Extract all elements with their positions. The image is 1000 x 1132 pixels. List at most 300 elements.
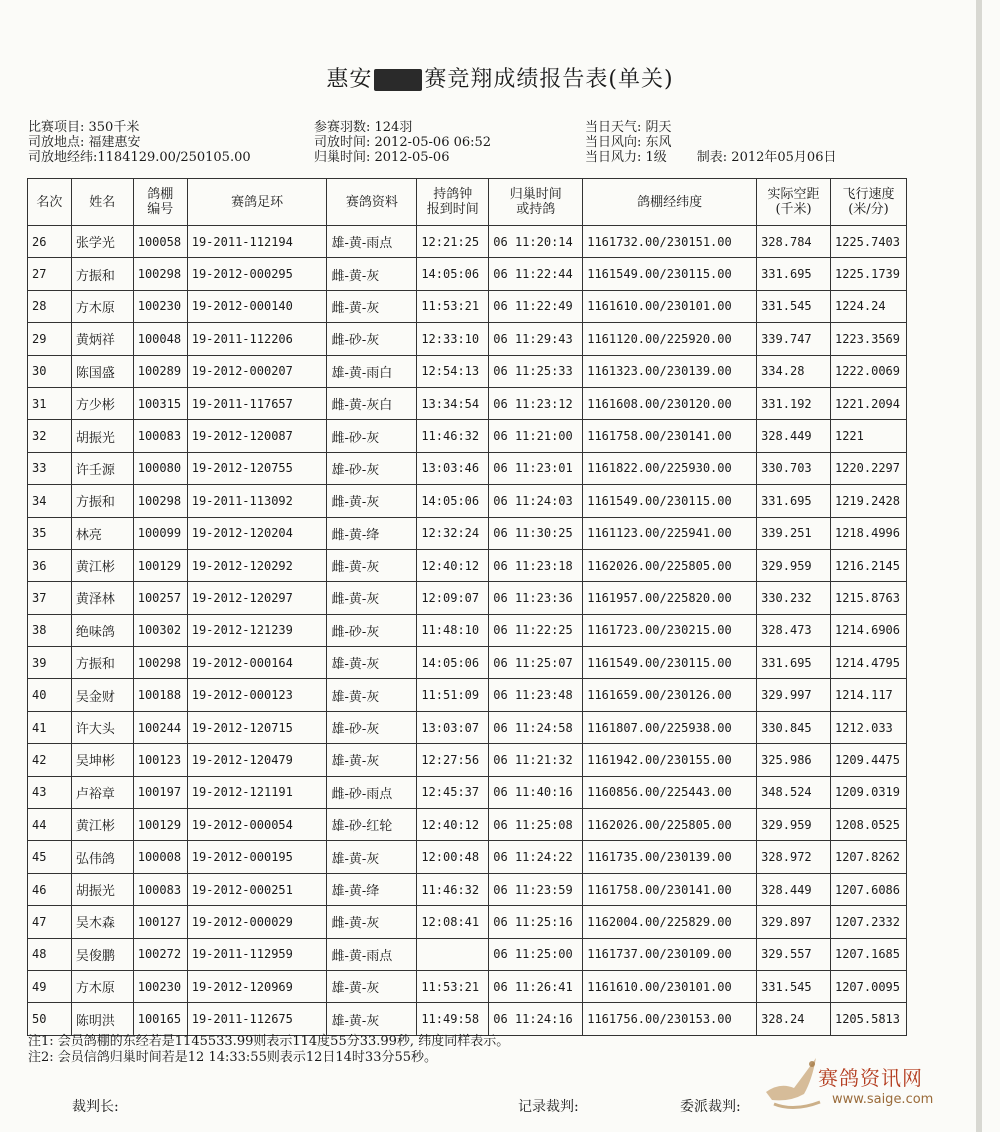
cell-loft-id: 100230 [133,290,187,322]
cell-speed: 1207.0095 [830,970,906,1002]
cell-arrival-time: 06 11:23:59 [489,873,583,905]
meta-middle [314,120,491,165]
cell-arrival-time: 06 11:25:08 [489,809,583,841]
cell-speed: 1224.24 [830,290,906,322]
header-name: 姓名 [71,179,133,226]
cell-ring-number: 19-2012-000140 [187,290,327,322]
cell-arrival-time: 06 11:20:14 [489,226,583,258]
cell-loft-id: 100083 [133,420,187,452]
cell-name: 许大头 [71,711,133,743]
cell-speed: 1225.7403 [830,226,906,258]
cell-loft-coords: 1162026.00/225805.00 [583,809,757,841]
cell-arrival-time: 06 11:25:07 [489,647,583,679]
cell-name: 张学光 [71,226,133,258]
cell-loft-coords: 1161737.00/230109.00 [583,938,757,970]
cell-loft-id: 100298 [133,647,187,679]
table-row [28,679,907,711]
table-row [28,873,907,905]
cell-speed: 1222.0069 [830,355,906,387]
cell-clock-time: 11:46:32 [417,873,489,905]
cell-arrival-time: 06 11:23:36 [489,582,583,614]
cell-name: 方振和 [71,647,133,679]
table-row [28,744,907,776]
cell-loft-coords: 1161610.00/230101.00 [583,970,757,1002]
cell-clock-time: 14:05:06 [417,485,489,517]
cell-clock-time: 11:49:58 [417,1003,489,1035]
cell-loft-id: 100058 [133,226,187,258]
cell-distance: 330.845 [757,711,831,743]
cell-ring-number: 19-2012-120715 [187,711,327,743]
cell-speed: 1214.6906 [830,614,906,646]
cell-ring-number: 19-2012-120204 [187,517,327,549]
header-ring-number: 赛鸽足环 [187,179,327,226]
cell-speed: 1207.2332 [830,906,906,938]
cell-distance: 329.997 [757,679,831,711]
cell-rank: 41 [28,711,72,743]
cell-arrival-time: 06 11:23:48 [489,679,583,711]
title-suffix: 赛竞翔成绩报告表(单关) [424,67,674,92]
cell-name: 陈国盛 [71,355,133,387]
cell-bird-info: 雄-砂-灰 [327,711,417,743]
table-row [28,776,907,808]
cell-bird-info: 雄-黄-灰 [327,679,417,711]
return-time: 归巢时间: 2012-05-06 [314,150,450,165]
header-loft-id: 鸽棚 编号 [133,179,187,226]
weather: 当日天气: 阴天 [585,120,672,135]
cell-ring-number: 19-2011-117657 [187,387,327,419]
cell-clock-time: 12:40:12 [417,549,489,581]
entries-count: 参赛羽数: 124羽 [314,120,413,135]
cell-loft-coords: 1161610.00/230101.00 [583,290,757,322]
cell-speed: 1221 [830,420,906,452]
cell-bird-info: 雄-黄-灰 [327,1003,417,1035]
cell-loft-coords: 1161323.00/230139.00 [583,355,757,387]
cell-speed: 1219.2428 [830,485,906,517]
cell-bird-info: 雌-黄-灰 [327,582,417,614]
page-edge [976,0,982,1132]
cell-arrival-time: 06 11:29:43 [489,323,583,355]
cell-loft-id: 100298 [133,485,187,517]
cell-bird-info: 雌-砂-雨点 [327,776,417,808]
cell-clock-time: 12:27:56 [417,744,489,776]
logo-brand: 赛鸽资讯网 [818,1066,923,1090]
chief-judge-label: 裁判长: [72,1099,119,1115]
table-row [28,841,907,873]
table-row [28,938,907,970]
table-row [28,809,907,841]
table-row [28,258,907,290]
cell-rank: 42 [28,744,72,776]
table-row [28,485,907,517]
cell-loft-id: 100127 [133,906,187,938]
cell-clock-time: 12:08:41 [417,906,489,938]
cell-bird-info: 雌-黄-绛 [327,517,417,549]
cell-distance: 331.695 [757,485,831,517]
release-place: 司放地点: 福建惠安 [28,135,141,150]
cell-loft-id: 100123 [133,744,187,776]
table-row [28,906,907,938]
recording-judge-label: 记录裁判: [518,1099,579,1115]
table-row [28,355,907,387]
cell-ring-number: 19-2012-121191 [187,776,327,808]
cell-loft-id: 100298 [133,258,187,290]
cell-loft-coords: 1161123.00/225941.00 [583,517,757,549]
cell-loft-coords: 1161807.00/225938.00 [583,711,757,743]
cell-arrival-time: 06 11:21:32 [489,744,583,776]
cell-arrival-time: 06 11:22:49 [489,290,583,322]
made-on-date: 制表: 2012年05月06日 [696,150,837,165]
cell-clock-time: 11:46:32 [417,420,489,452]
cell-loft-id: 100129 [133,549,187,581]
results-table [27,178,907,1036]
cell-rank: 35 [28,517,72,549]
cell-bird-info: 雌-黄-雨点 [327,938,417,970]
cell-bird-info: 雌-砂-灰 [327,420,417,452]
cell-loft-id: 100188 [133,679,187,711]
cell-name: 方少彬 [71,387,133,419]
cell-clock-time: 14:05:06 [417,647,489,679]
cell-arrival-time: 06 11:24:16 [489,1003,583,1035]
cell-loft-coords: 1161608.00/230120.00 [583,387,757,419]
cell-loft-coords: 1161957.00/225820.00 [583,582,757,614]
cell-arrival-time: 06 11:21:00 [489,420,583,452]
cell-clock-time: 11:53:21 [417,290,489,322]
table-row [28,387,907,419]
race-item: 比赛项目: 350千米 [28,120,140,135]
meta-right [585,120,836,165]
cell-arrival-time: 06 11:25:33 [489,355,583,387]
cell-loft-coords: 1161758.00/230141.00 [583,420,757,452]
cell-ring-number: 19-2012-000029 [187,906,327,938]
cell-bird-info: 雄-黄-灰 [327,744,417,776]
cell-bird-info: 雄-黄-灰 [327,841,417,873]
cell-name: 方振和 [71,258,133,290]
cell-rank: 49 [28,970,72,1002]
cell-speed: 1223.3569 [830,323,906,355]
cell-arrival-time: 06 11:24:22 [489,841,583,873]
cell-speed: 1214.117 [830,679,906,711]
note-2: 注2: 会员信鸽归巢时间若是12 14:33:55则表示12日14时33分55秒。 [28,1050,438,1065]
cell-name: 黄泽林 [71,582,133,614]
table-row [28,452,907,484]
table-row [28,517,907,549]
cell-bird-info: 雄-黄-雨点 [327,226,417,258]
cell-ring-number: 19-2012-000123 [187,679,327,711]
table-header-row [28,179,907,226]
cell-bird-info: 雌-黄-灰 [327,485,417,517]
cell-speed: 1205.5813 [830,1003,906,1035]
table-row [28,549,907,581]
cell-distance: 328.449 [757,420,831,452]
cell-ring-number: 19-2012-120292 [187,549,327,581]
table-row [28,711,907,743]
cell-bird-info: 雄-黄-绛 [327,873,417,905]
logo-url: www.saige.com [832,1092,934,1107]
cell-clock-time: 12:45:37 [417,776,489,808]
cell-ring-number: 19-2011-112194 [187,226,327,258]
cell-name: 弘伟鸽 [71,841,133,873]
cell-speed: 1216.2145 [830,549,906,581]
cell-distance: 328.24 [757,1003,831,1035]
cell-distance: 334.28 [757,355,831,387]
cell-name: 胡振光 [71,420,133,452]
cell-rank: 36 [28,549,72,581]
cell-name: 许壬源 [71,452,133,484]
cell-loft-coords: 1161942.00/230155.00 [583,744,757,776]
header-arrival-time: 归巢时间 或持鸽 [489,179,583,226]
cell-ring-number: 19-2012-000164 [187,647,327,679]
cell-arrival-time: 06 11:22:44 [489,258,583,290]
cell-clock-time: 13:34:54 [417,387,489,419]
cell-rank: 46 [28,873,72,905]
cell-rank: 32 [28,420,72,452]
cell-distance: 328.972 [757,841,831,873]
table-row [28,582,907,614]
wind-force-value: 当日风力: 1级 [585,150,667,165]
cell-rank: 30 [28,355,72,387]
cell-loft-id: 100099 [133,517,187,549]
cell-clock-time: 11:51:09 [417,679,489,711]
cell-loft-id: 100165 [133,1003,187,1035]
cell-loft-coords: 1161822.00/225930.00 [583,452,757,484]
cell-clock-time: 13:03:07 [417,711,489,743]
cell-rank: 40 [28,679,72,711]
cell-bird-info: 雌-砂-灰 [327,323,417,355]
cell-rank: 34 [28,485,72,517]
cell-clock-time: 11:48:10 [417,614,489,646]
table-row [28,226,907,258]
cell-loft-id: 100080 [133,452,187,484]
table-row [28,614,907,646]
cell-distance: 329.897 [757,906,831,938]
cell-bird-info: 雌-黄-灰 [327,258,417,290]
cell-clock-time: 13:03:46 [417,452,489,484]
release-coords: 司放地经纬:1184129.00/250105.00 [28,150,251,165]
cell-clock-time: 12:09:07 [417,582,489,614]
cell-distance: 331.695 [757,258,831,290]
cell-rank: 38 [28,614,72,646]
cell-speed: 1209.4475 [830,744,906,776]
cell-ring-number: 19-2012-120755 [187,452,327,484]
cell-arrival-time: 06 11:24:58 [489,711,583,743]
cell-loft-coords: 1162004.00/225829.00 [583,906,757,938]
cell-clock-time: 12:21:25 [417,226,489,258]
cell-name: 卢裕章 [71,776,133,808]
cell-arrival-time: 06 11:40:16 [489,776,583,808]
cell-arrival-time: 06 11:22:25 [489,614,583,646]
cell-loft-id: 100083 [133,873,187,905]
cell-ring-number: 19-2012-000207 [187,355,327,387]
cell-rank: 48 [28,938,72,970]
cell-speed: 1215.8763 [830,582,906,614]
cell-arrival-time: 06 11:25:00 [489,938,583,970]
table-row [28,290,907,322]
cell-speed: 1225.1739 [830,258,906,290]
cell-name: 黄江彬 [71,549,133,581]
cell-name: 方木原 [71,290,133,322]
table-row [28,1003,907,1035]
cell-ring-number: 19-2011-112959 [187,938,327,970]
note-1: 注1: 会员鸽棚的东经若是1145533.99则表示114度55分33.99秒, 纬度同样表示。 [28,1034,510,1049]
cell-arrival-time: 06 11:25:16 [489,906,583,938]
cell-loft-coords: 1161723.00/230215.00 [583,614,757,646]
cell-rank: 37 [28,582,72,614]
cell-arrival-time: 06 11:23:12 [489,387,583,419]
cell-ring-number: 19-2012-000195 [187,841,327,873]
cell-clock-time: 12:00:48 [417,841,489,873]
cell-distance: 328.784 [757,226,831,258]
header-speed: 飞行速度 (米/分) [830,179,906,226]
cell-speed: 1218.4996 [830,517,906,549]
cell-loft-coords: 1161549.00/230115.00 [583,485,757,517]
cell-distance: 330.703 [757,452,831,484]
cell-speed: 1212.033 [830,711,906,743]
redaction-mark [374,69,422,91]
cell-distance: 339.747 [757,323,831,355]
cell-rank: 45 [28,841,72,873]
cell-bird-info: 雌-砂-灰 [327,614,417,646]
table-body [28,226,907,1036]
cell-clock-time: 12:54:13 [417,355,489,387]
cell-loft-coords: 1160856.00/225443.00 [583,776,757,808]
meta-left [28,120,251,165]
cell-rank: 31 [28,387,72,419]
cell-ring-number: 19-2012-120297 [187,582,327,614]
cell-speed: 1220.2297 [830,452,906,484]
cell-ring-number: 19-2011-112675 [187,1003,327,1035]
cell-ring-number: 19-2012-121239 [187,614,327,646]
title-prefix: 惠安 [326,67,373,92]
cell-name: 方振和 [71,485,133,517]
header-distance: 实际空距 (千米) [757,179,831,226]
cell-name: 林亮 [71,517,133,549]
cell-rank: 44 [28,809,72,841]
cell-name: 绝味鸽 [71,614,133,646]
cell-distance: 328.473 [757,614,831,646]
table-row [28,323,907,355]
cell-name: 吴俊鹏 [71,938,133,970]
cell-speed: 1207.6086 [830,873,906,905]
cell-loft-coords: 1161758.00/230141.00 [583,873,757,905]
cell-name: 胡振光 [71,873,133,905]
cell-loft-coords: 1161732.00/230151.00 [583,226,757,258]
header-rank: 名次 [28,179,72,226]
cell-rank: 28 [28,290,72,322]
cell-loft-id: 100244 [133,711,187,743]
cell-bird-info: 雄-砂-灰 [327,452,417,484]
header-bird-info: 赛鸽资料 [327,179,417,226]
cell-loft-id: 100129 [133,809,187,841]
cell-rank: 39 [28,647,72,679]
cell-ring-number: 19-2012-000054 [187,809,327,841]
cell-speed: 1221.2094 [830,387,906,419]
cell-name: 黄江彬 [71,809,133,841]
cell-clock-time: 14:05:06 [417,258,489,290]
cell-rank: 26 [28,226,72,258]
cell-rank: 27 [28,258,72,290]
cell-name: 吴木森 [71,906,133,938]
cell-distance: 328.449 [757,873,831,905]
cell-speed: 1207.8262 [830,841,906,873]
cell-loft-id: 100048 [133,323,187,355]
report-title [0,62,1000,93]
cell-distance: 331.695 [757,647,831,679]
watermark-logo [760,1052,950,1122]
cell-loft-id: 100272 [133,938,187,970]
cell-distance: 329.557 [757,938,831,970]
cell-loft-coords: 1161549.00/230115.00 [583,647,757,679]
cell-distance: 348.524 [757,776,831,808]
cell-clock-time: 11:53:21 [417,970,489,1002]
cell-loft-coords: 1161659.00/230126.00 [583,679,757,711]
cell-arrival-time: 06 11:24:03 [489,485,583,517]
cell-rank: 47 [28,906,72,938]
cell-loft-id: 100289 [133,355,187,387]
cell-rank: 29 [28,323,72,355]
wind-force [585,150,836,165]
header-loft-coords: 鸽棚经纬度 [583,179,757,226]
cell-speed: 1208.0525 [830,809,906,841]
cell-loft-id: 100302 [133,614,187,646]
cell-loft-coords: 1162026.00/225805.00 [583,549,757,581]
cell-distance: 331.545 [757,970,831,1002]
cell-distance: 329.959 [757,809,831,841]
cell-name: 黄炳祥 [71,323,133,355]
cell-clock-time: 12:32:24 [417,517,489,549]
table-row [28,420,907,452]
cell-bird-info: 雄-黄-灰 [327,970,417,1002]
cell-loft-id: 100230 [133,970,187,1002]
cell-loft-coords: 1161549.00/230115.00 [583,258,757,290]
cell-loft-id: 100008 [133,841,187,873]
cell-bird-info: 雄-黄-雨白 [327,355,417,387]
cell-rank: 43 [28,776,72,808]
cell-ring-number: 19-2012-120479 [187,744,327,776]
cell-clock-time [417,938,489,970]
cell-bird-info: 雄-黄-灰 [327,647,417,679]
cell-distance: 325.986 [757,744,831,776]
cell-ring-number: 19-2011-112206 [187,323,327,355]
cell-arrival-time: 06 11:23:01 [489,452,583,484]
wind-direction: 当日风向: 东风 [585,135,672,150]
cell-ring-number: 19-2012-120969 [187,970,327,1002]
cell-loft-id: 100257 [133,582,187,614]
cell-loft-coords: 1161756.00/230153.00 [583,1003,757,1035]
cell-distance: 330.232 [757,582,831,614]
cell-ring-number: 19-2012-000251 [187,873,327,905]
cell-arrival-time: 06 11:26:41 [489,970,583,1002]
assigned-judge-label: 委派裁判: [680,1099,741,1115]
cell-ring-number: 19-2012-000295 [187,258,327,290]
notes [28,1034,509,1066]
cell-distance: 329.959 [757,549,831,581]
cell-loft-coords: 1161735.00/230139.00 [583,841,757,873]
cell-name: 吴坤彬 [71,744,133,776]
cell-clock-time: 12:33:10 [417,323,489,355]
table-row [28,647,907,679]
cell-bird-info: 雌-黄-灰 [327,549,417,581]
cell-name: 方木原 [71,970,133,1002]
cell-ring-number: 19-2012-120087 [187,420,327,452]
cell-name: 吴金财 [71,679,133,711]
cell-distance: 339.251 [757,517,831,549]
cell-bird-info: 雄-砂-红轮 [327,809,417,841]
cell-loft-coords: 1161120.00/225920.00 [583,323,757,355]
cell-distance: 331.545 [757,290,831,322]
release-time: 司放时间: 2012-05-06 06:52 [314,135,492,150]
cell-rank: 50 [28,1003,72,1035]
cell-bird-info: 雌-黄-灰 [327,290,417,322]
